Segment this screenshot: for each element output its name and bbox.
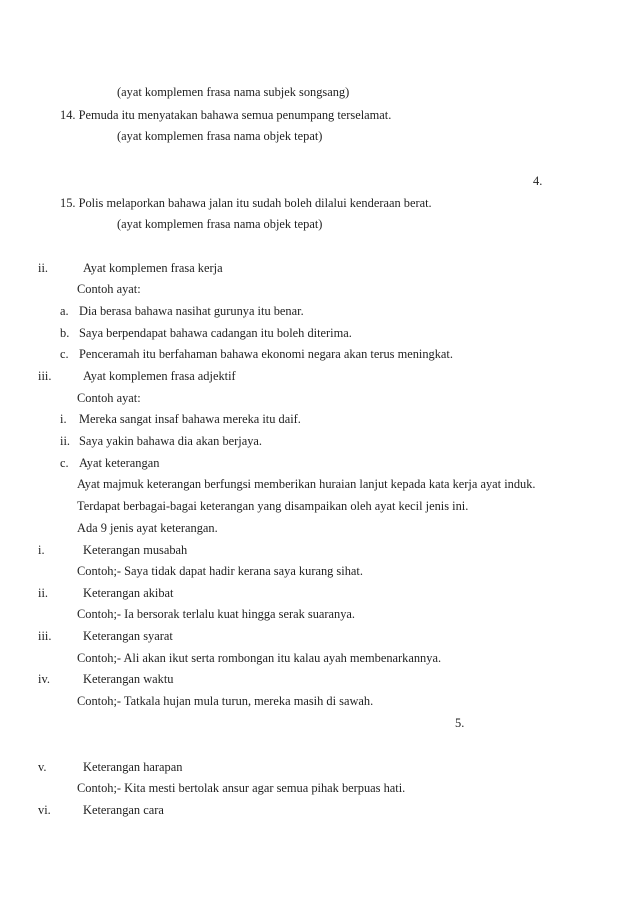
note-line: (ayat komplemen frasa nama subjek songsang) (117, 85, 350, 99)
example-sentence: Contoh;- Tatkala hujan mula turun, mereka masih di sawah. (77, 694, 374, 708)
example-sentence: Saya yakin bahawa dia akan berjaya. (79, 434, 263, 448)
list-marker: i. (38, 543, 45, 557)
example-sentence: 15. Polis melaporkan bahawa jalan itu sudah boleh dilalui kenderaan berat. (60, 196, 432, 210)
section-heading: Ayat komplemen frasa kerja (83, 261, 223, 275)
list-marker: i. (60, 412, 67, 426)
body-text: Ada 9 jenis ayat keterangan. (77, 521, 218, 535)
section-heading: Keterangan cara (83, 803, 164, 817)
list-marker: v. (38, 760, 47, 774)
example-sentence: Contoh;- Kita mesti bertolak ansur agar semua pihak berpuas hati. (77, 781, 406, 795)
list-marker: a. (60, 304, 69, 318)
body-text: Ayat majmuk keterangan berfungsi memberikan huraian lanjut kepada kata kerja ayat induk. (77, 477, 536, 491)
list-marker: ii. (60, 434, 70, 448)
section-heading: Ayat keterangan (79, 456, 160, 470)
body-text: Terdapat berbagai-bagai keterangan yang disampaikan oleh ayat kecil jenis ini. (77, 499, 469, 513)
example-sentence: Contoh;- Ali akan ikut serta rombongan itu kalau ayah membenarkannya. (77, 651, 442, 665)
example-sentence: Dia berasa bahawa nasihat gurunya itu benar. (79, 304, 304, 318)
example-label: Contoh ayat: (77, 391, 141, 405)
example-label: Contoh ayat: (77, 282, 141, 296)
page-number: 5. (455, 716, 465, 730)
list-marker: b. (60, 326, 70, 340)
example-sentence: Contoh;- Saya tidak dapat hadir kerana saya kurang sihat. (77, 564, 363, 578)
list-marker: iii. (38, 629, 52, 643)
page-number: 4. (533, 174, 543, 188)
section-heading: Keterangan waktu (83, 672, 174, 686)
example-sentence: Mereka sangat insaf bahawa mereka itu daif. (79, 412, 301, 426)
example-sentence: Contoh;- Ia bersorak terlalu kuat hingga serak suaranya. (77, 607, 356, 621)
example-sentence: Penceramah itu berfahaman bahawa ekonomi negara akan terus meningkat. (79, 347, 453, 361)
list-marker: c. (60, 347, 69, 361)
example-sentence: Saya berpendapat bahawa cadangan itu boleh diterima. (79, 326, 352, 340)
section-heading: Ayat komplemen frasa adjektif (83, 369, 236, 383)
list-marker: vi. (38, 803, 51, 817)
list-marker: ii. (38, 586, 48, 600)
section-heading: Keterangan syarat (83, 629, 173, 643)
section-heading: Keterangan musabah (83, 543, 188, 557)
example-sentence: 14. Pemuda itu menyatakan bahawa semua penumpang terselamat. (60, 108, 392, 122)
note-line: (ayat komplemen frasa nama objek tepat) (117, 217, 323, 231)
note-line: (ayat komplemen frasa nama objek tepat) (117, 129, 323, 143)
list-marker: c. (60, 456, 69, 470)
list-marker: iii. (38, 369, 52, 383)
section-heading: Keterangan harapan (83, 760, 183, 774)
section-heading: Keterangan akibat (83, 586, 174, 600)
list-marker: iv. (38, 672, 50, 686)
list-marker: ii. (38, 261, 48, 275)
